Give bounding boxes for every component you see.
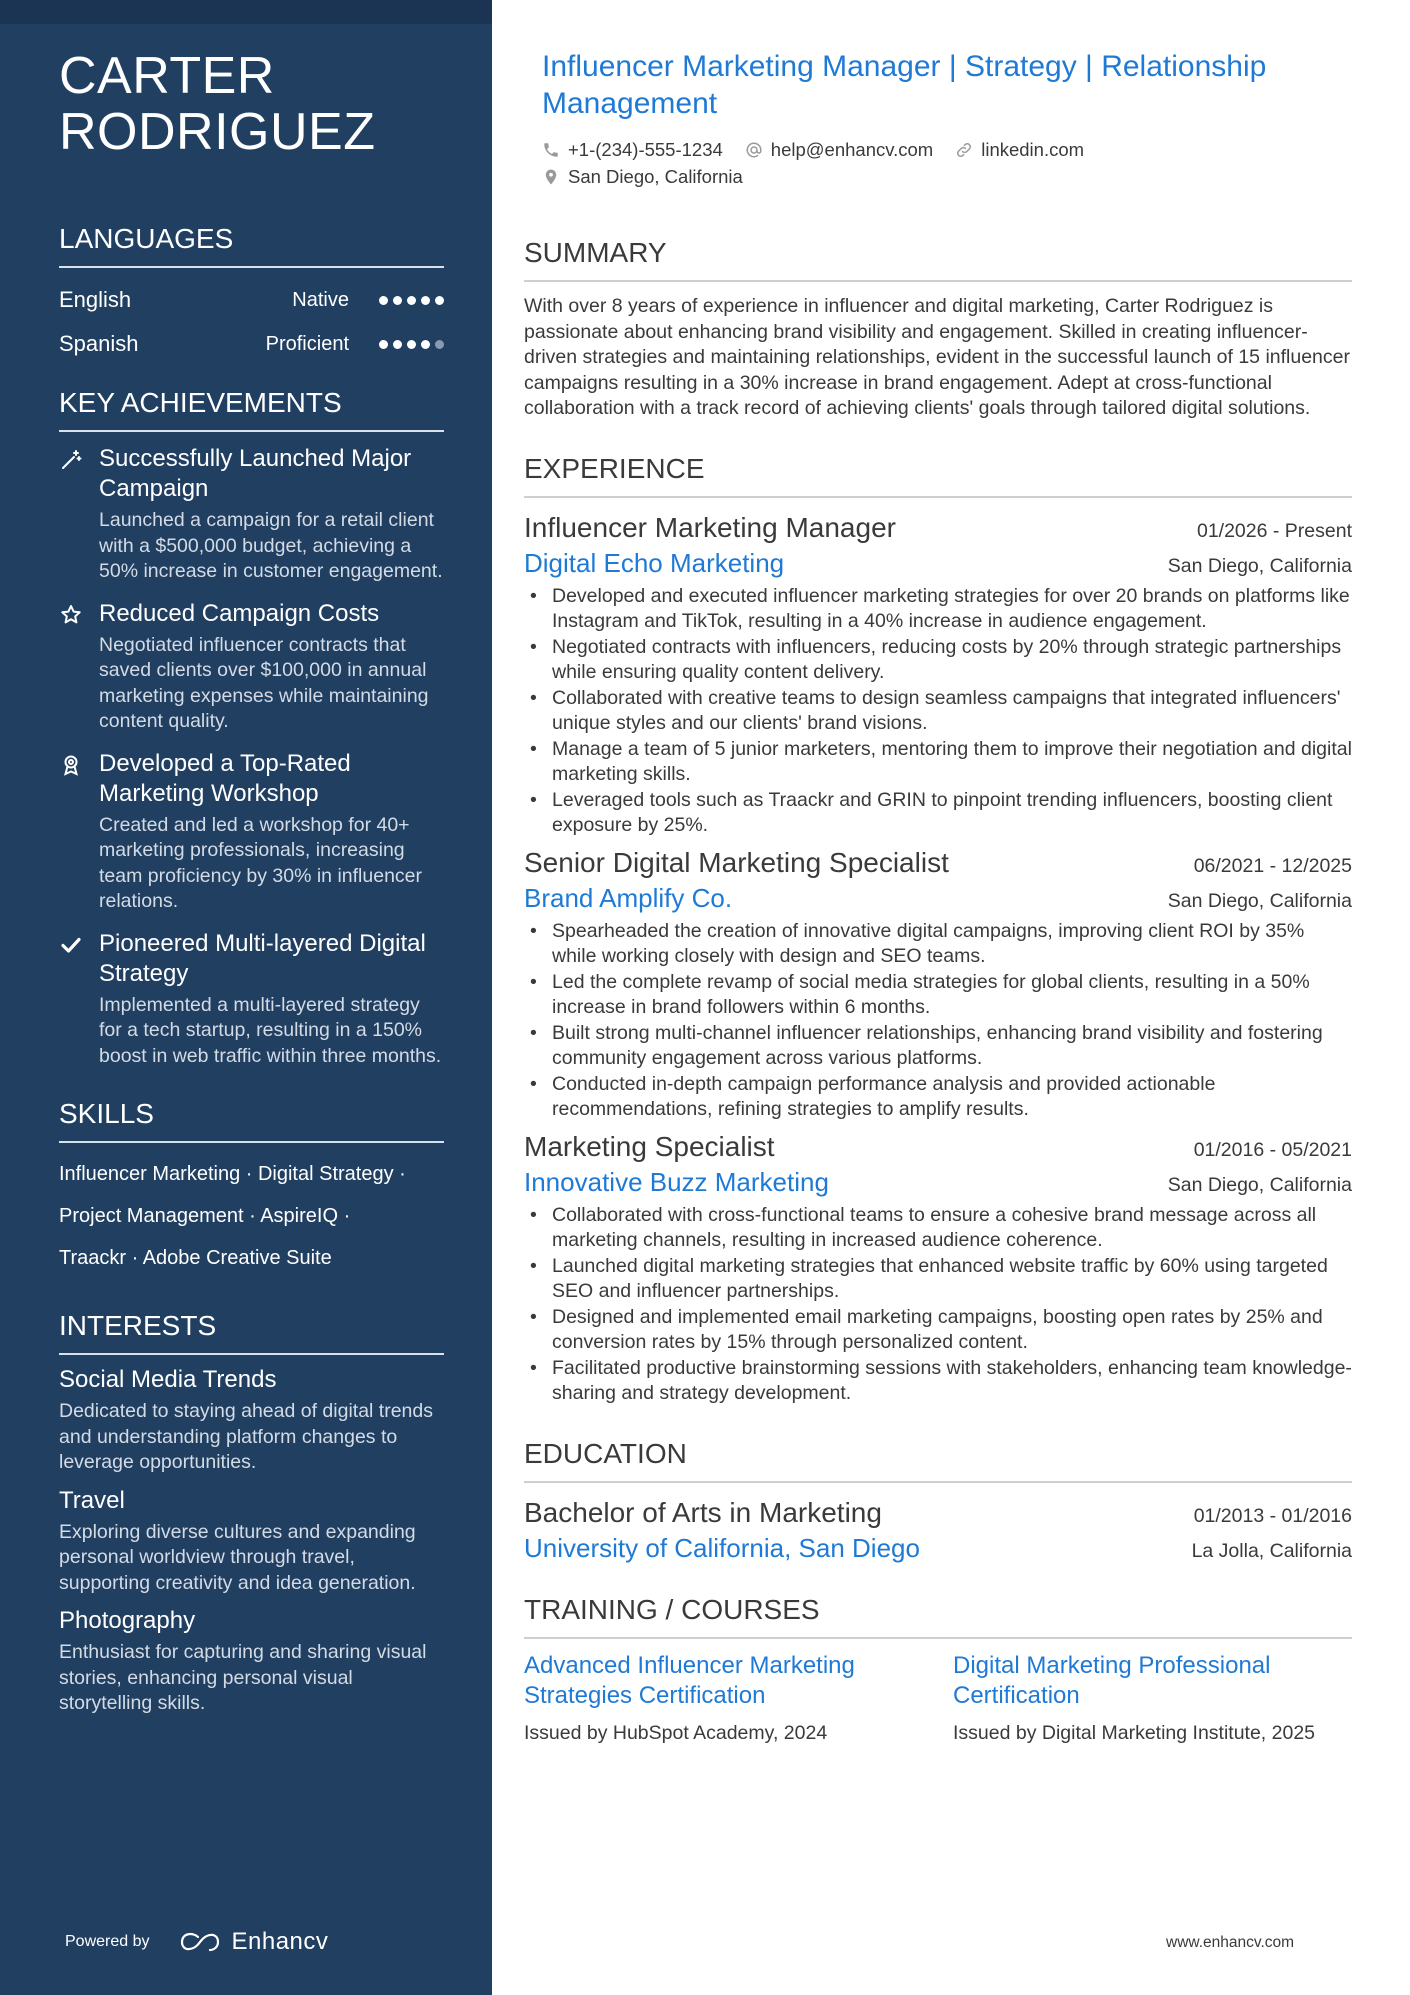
job-dates: 01/2026 - Present bbox=[1196, 519, 1352, 542]
interest-desc: Dedicated to staying ahead of digital trends and understanding platform changes to leverage opportunities. bbox=[59, 1400, 433, 1473]
check-icon bbox=[59, 929, 99, 1070]
job-entry bbox=[524, 845, 1352, 1123]
sidebar-top-bar bbox=[0, 0, 492, 24]
course-list bbox=[524, 1651, 1352, 1747]
contact-phone[interactable] bbox=[542, 139, 723, 161]
achievement-item bbox=[59, 444, 444, 585]
achievement-title: Reduced Campaign Costs bbox=[99, 599, 380, 627]
job-bullet: • Collaborated with cross-functional teams to ensure a cohesive brand message across all marketing channels, resulting in increased audience coherence. bbox=[524, 1203, 1352, 1254]
name-last: RODRIGUEZ bbox=[59, 103, 376, 161]
rating-dot-empty bbox=[435, 340, 444, 349]
contact-info bbox=[542, 136, 1352, 190]
rating-dot bbox=[435, 296, 444, 305]
language-level: Proficient bbox=[265, 332, 349, 355]
rating-dot bbox=[393, 340, 402, 349]
education-dates: 01/2013 - 01/2016 bbox=[1193, 1504, 1352, 1527]
summary-title: SUMMARY bbox=[524, 236, 1352, 282]
enhancv-logo-icon bbox=[178, 1930, 224, 1954]
job-company: Digital Echo Marketing bbox=[524, 547, 785, 578]
rating-dot bbox=[379, 340, 388, 349]
rating-dot bbox=[421, 296, 430, 305]
language-name: English bbox=[59, 287, 132, 312]
job-bullet: • Developed and executed influencer marketing strategies for over 20 brands on platforms like Instagram and TikTok, resulting in a 40% increase in audience engagement. bbox=[524, 584, 1352, 635]
achievements-section bbox=[59, 386, 444, 1069]
job-entry bbox=[524, 510, 1352, 839]
footer-website[interactable]: www.enhancv.com bbox=[1166, 1934, 1295, 1951]
training-title: TRAINING / COURSES bbox=[524, 1593, 1352, 1639]
language-name: Spanish bbox=[59, 331, 139, 356]
language-rating bbox=[379, 296, 444, 305]
achievement-desc: Launched a campaign for a retail client with a $500,000 budget, achieving a 50% increase in customer engagement. bbox=[99, 509, 443, 582]
education-title: EDUCATION bbox=[524, 1437, 1352, 1483]
job-bullet: • Designed and implemented email marketing campaigns, boosting open rates by 25% and conversion rates by 15% through personalized content. bbox=[524, 1305, 1352, 1356]
rating-dot bbox=[379, 296, 388, 305]
job-bullet: • Facilitated productive brainstorming sessions with stakeholders, enhancing team knowledge-sharing and strategy development. bbox=[524, 1356, 1352, 1407]
job-bullet: • Led the complete revamp of social media strategies for global clients, resulting in a 50% increase in brand followers within 6 months. bbox=[524, 970, 1352, 1021]
job-dates: 06/2021 - 12/2025 bbox=[1193, 854, 1352, 877]
interests-section bbox=[59, 1309, 444, 1717]
job-bullet: • Spearheaded the creation of innovative digital campaigns, improving client ROI by 35% while working closely with design and SEO teams. bbox=[524, 919, 1352, 970]
link-icon bbox=[955, 141, 973, 159]
job-title: Influencer Marketing Manager bbox=[524, 511, 896, 543]
job-bullet: • Built strong multi-channel influencer relationships, enhancing brand visibility and fostering community engagement across various platforms. bbox=[524, 1021, 1352, 1072]
job-location: San Diego, California bbox=[1167, 1173, 1352, 1196]
powered-by-label: Powered by bbox=[65, 1933, 150, 1950]
award-icon bbox=[59, 749, 99, 915]
skills-section bbox=[59, 1097, 444, 1279]
course-item bbox=[953, 1651, 1352, 1747]
job-entry bbox=[524, 1129, 1352, 1407]
powered-by bbox=[65, 1928, 328, 1956]
sidebar bbox=[0, 0, 492, 1995]
achievement-title: Successfully Launched Major Campaign bbox=[99, 445, 412, 502]
language-level: Native bbox=[292, 288, 349, 311]
achievement-desc: Negotiated influencer contracts that saved clients over $100,000 in annual marketing expenses while maintaining content quality. bbox=[99, 633, 429, 732]
interest-title: Social Media Trends bbox=[59, 1366, 277, 1393]
linkedin-text: linkedin.com bbox=[981, 138, 1085, 160]
skills-line: Influencer Marketing · Digital Strategy · bbox=[59, 1163, 406, 1185]
degree: Bachelor of Arts in Marketing bbox=[524, 1496, 882, 1528]
summary-section bbox=[524, 236, 1352, 422]
location-text: San Diego, California bbox=[568, 165, 743, 187]
job-bullet: • Leveraged tools such as Traackr and GRIN to pinpoint trending influencers, boosting client exposure by 25%. bbox=[524, 788, 1352, 839]
achievement-title: Pioneered Multi-layered Digital Strategy bbox=[99, 929, 426, 987]
languages-title: LANGUAGES bbox=[59, 222, 444, 268]
job-company: Brand Amplify Co. bbox=[524, 882, 733, 913]
job-bullet: • Launched digital marketing strategies that enhanced website traffic by 60% using targeted SEO and influencer partnerships. bbox=[524, 1254, 1352, 1305]
at-icon bbox=[745, 141, 763, 159]
interest-title: Travel bbox=[59, 1486, 125, 1514]
job-location: San Diego, California bbox=[1167, 889, 1352, 912]
name-first: CARTER bbox=[59, 47, 275, 105]
job-dates: 01/2016 - 05/2021 bbox=[1193, 1138, 1352, 1161]
course-title: Digital Marketing Professional Certification bbox=[953, 1651, 1271, 1709]
magic-wand-icon bbox=[59, 444, 99, 585]
language-item bbox=[59, 322, 444, 366]
job-bullet: • Manage a team of 5 junior marketers, mentoring them to improve their negotiation and digital marketing skills. bbox=[524, 737, 1352, 788]
job-bullets bbox=[524, 919, 1352, 1123]
achievement-desc: Created and led a workshop for 40+ marketing professionals, increasing team proficiency by 30% in influencer relations. bbox=[99, 813, 422, 912]
summary-text: With over 8 years of experience in influencer and digital marketing, Carter Rodriguez is passionate about enhancing brand visibility and engagement. Skilled in creating influencer-driven strategies and maintaining relationships, evident in the successful launch of 15 influencer campaigns resulting in a 30% increase in brand engagement. Adept at cross-functional collaboration with a track record of achieving clients' goals through tailored digital solutions. bbox=[524, 295, 1350, 419]
job-bullet: • Negotiated contracts with influencers, reducing costs by 20% through strategic partnerships while ensuring quality content delivery. bbox=[524, 635, 1352, 686]
school: University of California, San Diego bbox=[524, 1532, 920, 1563]
course-issuer: Issued by HubSpot Academy, 2024 bbox=[524, 1721, 828, 1744]
achievements-title: KEY ACHIEVEMENTS bbox=[59, 386, 444, 432]
sidebar-content bbox=[59, 48, 444, 1717]
achievement-item bbox=[59, 599, 444, 735]
star-icon bbox=[59, 599, 99, 735]
job-title: Marketing Specialist bbox=[524, 1130, 775, 1162]
phone-icon bbox=[542, 141, 560, 159]
achievement-item bbox=[59, 749, 444, 915]
interest-desc: Exploring diverse cultures and expanding personal worldview through travel, supporting creativity and idea generation. bbox=[59, 1520, 416, 1594]
main-content bbox=[524, 48, 1352, 1746]
course-item bbox=[524, 1651, 923, 1747]
skills-title: SKILLS bbox=[59, 1097, 444, 1143]
enhancv-logo[interactable] bbox=[178, 1928, 329, 1956]
language-item bbox=[59, 278, 444, 322]
rating-dot bbox=[407, 296, 416, 305]
interest-title: Photography bbox=[59, 1607, 196, 1634]
job-bullets bbox=[524, 1203, 1352, 1407]
interest-desc: Enthusiast for capturing and sharing visual stories, enhancing personal visual storytelling skills. bbox=[59, 1641, 427, 1714]
job-bullet: • Collaborated with creative teams to design seamless campaigns that integrated influencers' unique styles and our clients' brand visions. bbox=[524, 686, 1352, 737]
languages-section bbox=[59, 222, 444, 366]
course-issuer: Issued by Digital Marketing Institute, 2025 bbox=[953, 1721, 1316, 1744]
skills-list bbox=[59, 1153, 444, 1279]
job-title: Senior Digital Marketing Specialist bbox=[524, 846, 949, 878]
job-company: Innovative Buzz Marketing bbox=[524, 1166, 829, 1197]
headline: Influencer Marketing Manager | Strategy | Relationship Management bbox=[542, 50, 1267, 120]
rating-dot bbox=[393, 296, 402, 305]
interests-title: INTERESTS bbox=[59, 1309, 444, 1355]
achievement-item bbox=[59, 929, 444, 1070]
job-bullets bbox=[524, 584, 1352, 839]
job-location: San Diego, California bbox=[1167, 554, 1352, 577]
achievement-title: Developed a Top-Rated Marketing Workshop bbox=[99, 749, 351, 807]
contact-email[interactable] bbox=[745, 139, 933, 161]
skills-line: Project Management · AspireIQ · bbox=[59, 1205, 351, 1227]
school-location: La Jolla, California bbox=[1191, 1539, 1352, 1562]
rating-dot bbox=[407, 340, 416, 349]
contact-location bbox=[542, 166, 743, 188]
contact-linkedin[interactable] bbox=[955, 139, 1084, 161]
phone-text: +1-(234)-555-1234 bbox=[568, 138, 723, 160]
experience-title: EXPERIENCE bbox=[524, 452, 1352, 498]
candidate-name bbox=[59, 48, 444, 160]
course-title: Advanced Influencer Marketing Strategies Certification bbox=[524, 1651, 855, 1709]
enhancv-logo-text: Enhancv bbox=[231, 1928, 329, 1955]
language-rating bbox=[379, 340, 444, 349]
skills-line: Traackr · Adobe Creative Suite bbox=[59, 1247, 332, 1269]
achievement-desc: Implemented a multi-layered strategy for a tech startup, resulting in a 150% boost in web traffic within three months. bbox=[99, 993, 442, 1067]
rating-dot bbox=[421, 340, 430, 349]
location-pin-icon bbox=[542, 168, 560, 186]
training-section bbox=[524, 1593, 1352, 1747]
email-text: help@enhancv.com bbox=[770, 138, 934, 160]
job-bullet: • Conducted in-depth campaign performance analysis and provided actionable recommendations, refining strategies to amplify results. bbox=[524, 1072, 1352, 1123]
education-section bbox=[524, 1437, 1352, 1565]
experience-section bbox=[524, 452, 1352, 1407]
